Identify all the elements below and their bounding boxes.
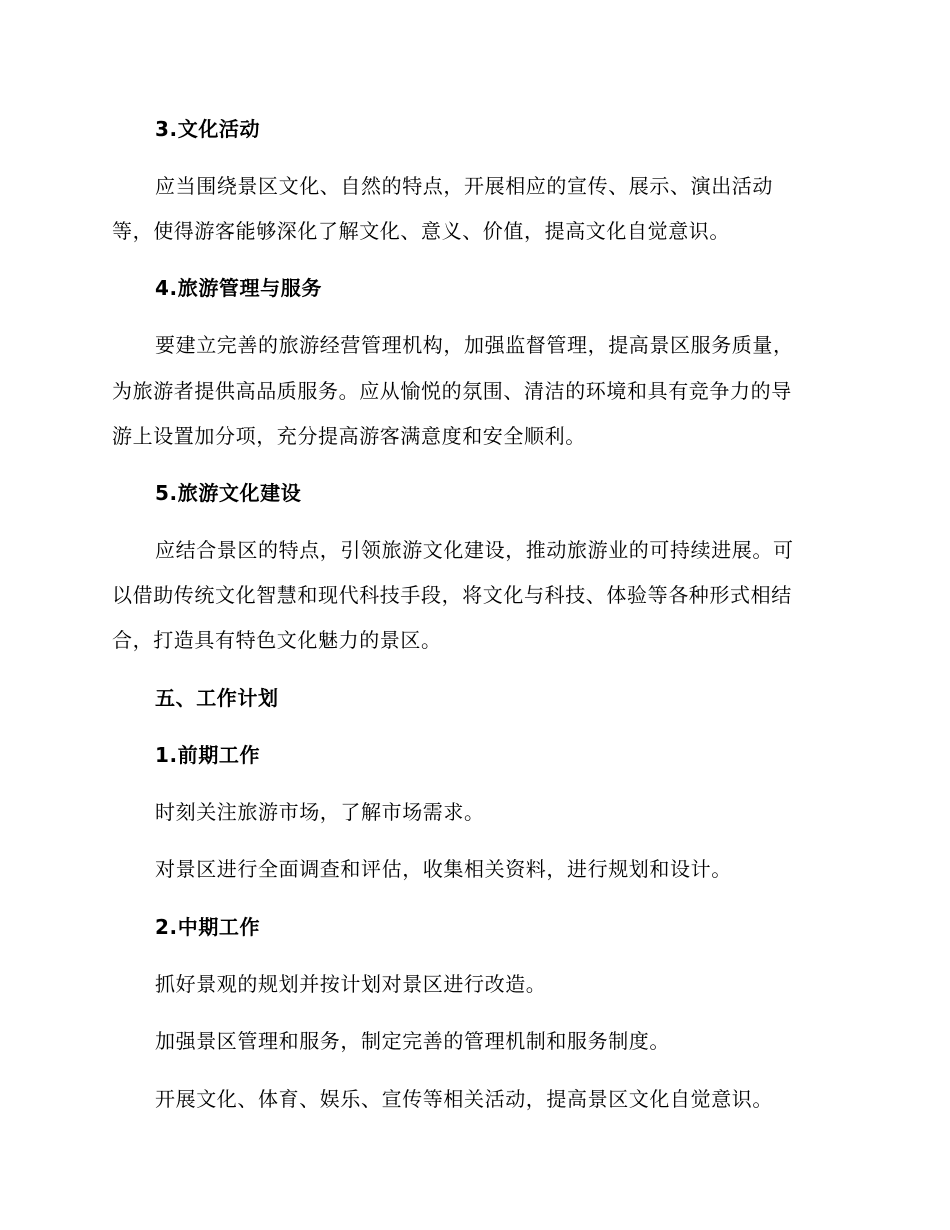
section-heading-culture-activities: 3.文化活动 [155, 117, 261, 141]
paragraph-line: 要建立完善的旅游经营管理机构，加强监督管理，提高景区服务质量， [155, 333, 794, 357]
section-heading-tourism-management: 4.旅游管理与服务 [155, 276, 322, 300]
phase-heading-middle: 2.中期工作 [155, 915, 261, 939]
plan-item: 加强景区管理和服务，制定完善的管理机制和服务制度。 [155, 1029, 670, 1053]
phase-heading-early: 1.前期工作 [155, 743, 261, 767]
paragraph-line: 应结合景区的特点，引领旅游文化建设，推动旅游业的可持续进展。可 [155, 538, 794, 562]
plan-item: 时刻关注旅游市场，了解市场需求。 [155, 800, 485, 824]
paragraph-line: 为旅游者提供高品质服务。应从愉悦的氛围、清洁的环境和具有竞争力的导 [112, 379, 792, 403]
section-heading-tourism-culture: 5.旅游文化建设 [155, 481, 302, 505]
paragraph-line: 合，打造具有特色文化魅力的景区。 [112, 628, 442, 652]
plan-item: 抓好景观的规划并按计划对景区进行改造。 [155, 972, 547, 996]
paragraph-line: 应当围绕景区文化、自然的特点，开展相应的宣传、展示、演出活动 [155, 174, 773, 198]
paragraph-line: 游上设置加分项，充分提高游客满意度和安全顺利。 [112, 424, 586, 448]
paragraph-line: 以借助传统文化智慧和现代科技手段，将文化与科技、体验等各种形式相结 [112, 583, 792, 607]
plan-item: 对景区进行全面调查和评估，收集相关资料，进行规划和设计。 [155, 857, 732, 881]
plan-item: 开展文化、体育、娱乐、宣传等相关活动，提高景区文化自觉意识。 [155, 1087, 773, 1111]
paragraph-line: 等，使得游客能够深化了解文化、意义、价值，提高文化自觉意识。 [112, 219, 730, 243]
work-plan-heading: 五、工作计划 [155, 686, 279, 710]
